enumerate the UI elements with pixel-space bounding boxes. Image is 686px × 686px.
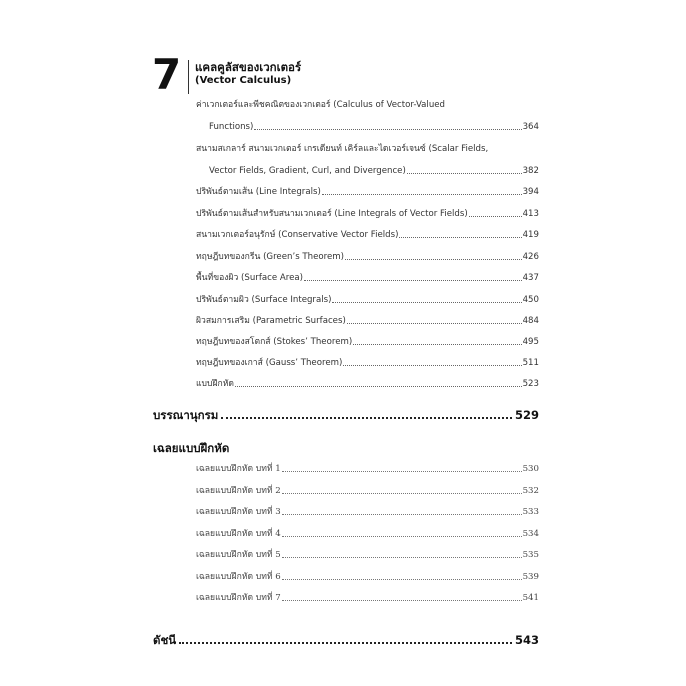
answer-entry-page: 533 xyxy=(522,507,539,517)
answer-entry xyxy=(196,528,539,540)
toc-entry-text: สนามสเกลาร์ สนามเวกเตอร์ เกรเดียนท์ เคิร์ลและไดเวอร์เจนซ์ (Scalar Fields, xyxy=(196,144,489,154)
toc-entry-text: ค่าเวกเตอร์และพีชคณิตของเวกเตอร์ (Calculus of Vector-Valued xyxy=(196,100,446,110)
answer-entry xyxy=(196,485,539,497)
toc-entry-text: Vector Fields, Gradient, Curl, and Divergence) xyxy=(209,166,406,176)
answer-entry xyxy=(196,463,539,475)
chapter-title: แคลคูลัสของเวกเตอร์ xyxy=(195,60,302,74)
toc-entry-page: 413 xyxy=(522,209,539,219)
toc-entry-page: 484 xyxy=(522,316,539,326)
toc-entry-page: 394 xyxy=(522,187,539,197)
answer-entry-text: เฉลยแบบฝึกหัด บทที่ 4 xyxy=(196,529,281,539)
answer-entry xyxy=(196,571,539,583)
toc-entry-page: 437 xyxy=(522,273,539,283)
toc-entry xyxy=(196,315,539,327)
toc-entry xyxy=(196,229,539,241)
toc-entry xyxy=(196,251,539,263)
toc-entry-text: ทฤษฎีบทของสโตกส์ (Stokes’ Theorem) xyxy=(196,337,353,347)
toc-entry-text: สนามเวกเตอร์อนุรักษ์ (Conservative Vector Fields) xyxy=(196,230,399,240)
toc-entry-text: ปริพันธ์ตามเส้น (Line Integrals) xyxy=(196,187,321,197)
chapter-subtitle: (Vector Calculus) xyxy=(195,75,292,86)
toc-entry-page: 523 xyxy=(522,379,539,389)
toc-entry xyxy=(196,99,539,111)
bibliography-label: บรรณานุกรม xyxy=(153,408,219,422)
answers-heading: เฉลยแบบฝึกหัด xyxy=(153,441,230,455)
toc-entry-text: Functions) xyxy=(209,122,254,132)
toc-entry-page: 495 xyxy=(522,337,539,347)
toc-entry-text: ทฤษฎีบทของเกาส์ (Gauss’ Theorem) xyxy=(196,358,343,368)
index-label: ดัชนี xyxy=(153,633,177,647)
answer-entry-page: 535 xyxy=(522,550,539,560)
toc-entry xyxy=(209,121,539,133)
toc-entry xyxy=(196,208,539,220)
toc-entry-text: พื้นที่ของผิว (Surface Area) xyxy=(196,273,303,283)
toc-entry xyxy=(196,357,539,369)
answer-entry-page: 539 xyxy=(522,572,539,582)
answer-entry xyxy=(196,506,539,518)
answer-entry-text: เฉลยแบบฝึกหัด บทที่ 2 xyxy=(196,486,281,496)
answer-entry xyxy=(196,549,539,561)
answer-entry-page: 541 xyxy=(522,593,539,603)
toc-entry-text: แบบฝึกหัด xyxy=(196,379,234,389)
toc-entry xyxy=(196,143,539,155)
toc-entry-page: 511 xyxy=(522,358,539,368)
toc-entry xyxy=(196,272,539,284)
toc-entry-page: 450 xyxy=(522,295,539,305)
answer-entry-page: 530 xyxy=(522,464,539,474)
toc-entry-page: 364 xyxy=(522,122,539,132)
toc-entry xyxy=(209,165,539,177)
answer-entry-text: เฉลยแบบฝึกหัด บทที่ 1 xyxy=(196,464,281,474)
answer-entry-text: เฉลยแบบฝึกหัด บทที่ 7 xyxy=(196,593,281,603)
toc-entry xyxy=(196,378,539,390)
toc-entry-text: ทฤษฎีบทของกรีน (Green’s Theorem) xyxy=(196,252,344,262)
toc-entry-page: 382 xyxy=(522,166,539,176)
chapter-number: 7 xyxy=(152,50,182,99)
toc-entry xyxy=(196,186,539,198)
toc-entry xyxy=(196,336,539,348)
answer-entry-text: เฉลยแบบฝึกหัด บทที่ 5 xyxy=(196,550,281,560)
answer-entry xyxy=(196,592,539,604)
answer-entry-text: เฉลยแบบฝึกหัด บทที่ 6 xyxy=(196,572,281,582)
bibliography-entry xyxy=(153,407,539,423)
toc-entry-page: 426 xyxy=(522,252,539,262)
index-entry xyxy=(153,632,539,648)
toc-entry-text: ผิวสมการเสริม (Parametric Surfaces) xyxy=(196,316,346,326)
answer-entry-text: เฉลยแบบฝึกหัด บทที่ 3 xyxy=(196,507,281,517)
index-page: 543 xyxy=(514,633,539,647)
toc-entry-text: ปริพันธ์ตามผิว (Surface Integrals) xyxy=(196,295,332,305)
toc-entry-page: 419 xyxy=(522,230,539,240)
toc-entry xyxy=(196,294,539,306)
answer-entry-page: 532 xyxy=(522,486,539,496)
toc-entry-text: ปริพันธ์ตามเส้นสำหรับสนามเวกเตอร์ (Line Integrals of Vector Fields) xyxy=(196,209,468,219)
bibliography-page: 529 xyxy=(514,408,539,422)
answer-entry-page: 534 xyxy=(522,529,539,539)
chapter-divider xyxy=(188,60,189,94)
